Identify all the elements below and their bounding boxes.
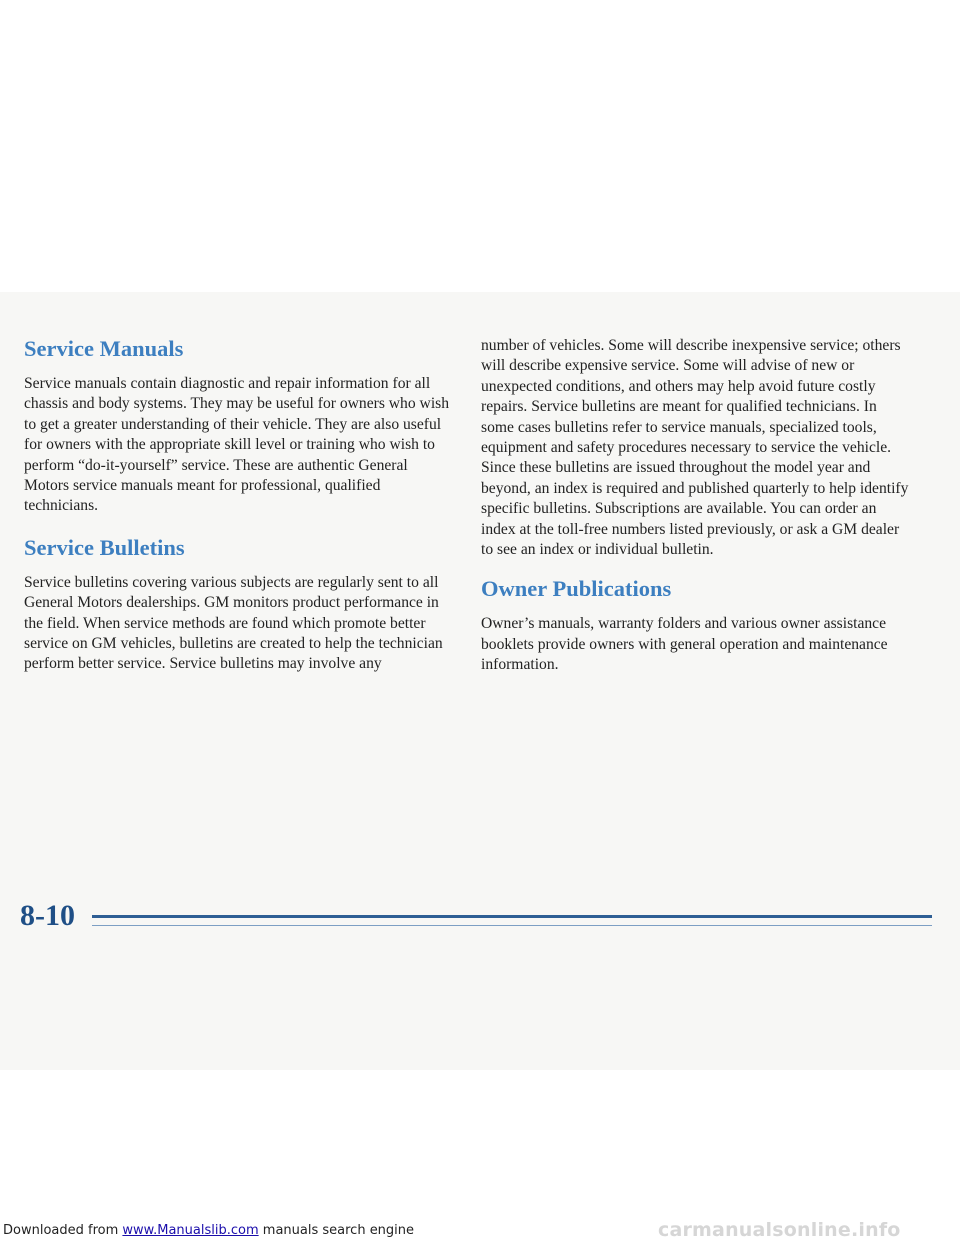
page-number: 8-10 [20,899,75,932]
download-suffix: manuals search engine [262,1223,415,1238]
bottom-margin [0,1070,960,1242]
heading-service-bulletins: Service Bulletins [24,534,185,560]
heading-service-manuals: Service Manuals [24,336,184,361]
right-column [481,336,909,676]
left-column [24,336,452,675]
manualslib-link[interactable]: www.Manualslib.com [122,1223,259,1238]
service-manuals-text: Service manuals contain diagnostic and repair information for all chassis and body systems. They may be useful for owners who wish to get a greater understanding of their vehicle. They are also useful for owners with the appropriate skill level or training who wish to perform “do-it-yourself” service. These are authentic General Motors service manuals meant for professional, qualified technicians. [24,375,450,515]
service-bulletins-continued-text: number of vehicles. Some will describe inexpensive service; others will describe expensive service. Some will advise of new or unexpected conditions, and others may help avoid future costly repairs. Service bulletins are meant for qualified technicians. In some cases bulletins refer to service manuals, specialized tools, equipment and safety procedures necessary to service the vehicle. Since these bulletins are issued throughout the model year and beyond, an index is required and published quarterly to help identify specific bulletins. Subscriptions are available. You can order an index at the toll-free numbers listed previously, or ask a GM dealer to see an index or individual bulletin. [481,337,909,559]
footer-rule-thin [92,925,932,926]
footer-rule-thick [92,915,932,918]
heading-owner-publications: Owner Publications [481,576,672,602]
watermark-text: carmanualsonline.info [658,1219,901,1241]
service-bulletins-text: Service bulletins covering various subjects are regularly sent to all General Motors dealerships. GM monitors product performance in the field. When service methods are found which promote better service on GM vehicles, bulletins are created to help the technician perform better service. Service bulletins may involve any [24,573,443,673]
download-prefix: Downloaded from [3,1223,119,1238]
owner-publications-text: Owner’s manuals, warranty folders and various owner assistance booklets provide owners with general operation and maintenance information. [481,615,888,674]
top-margin [0,0,960,292]
download-footer [3,1223,414,1238]
